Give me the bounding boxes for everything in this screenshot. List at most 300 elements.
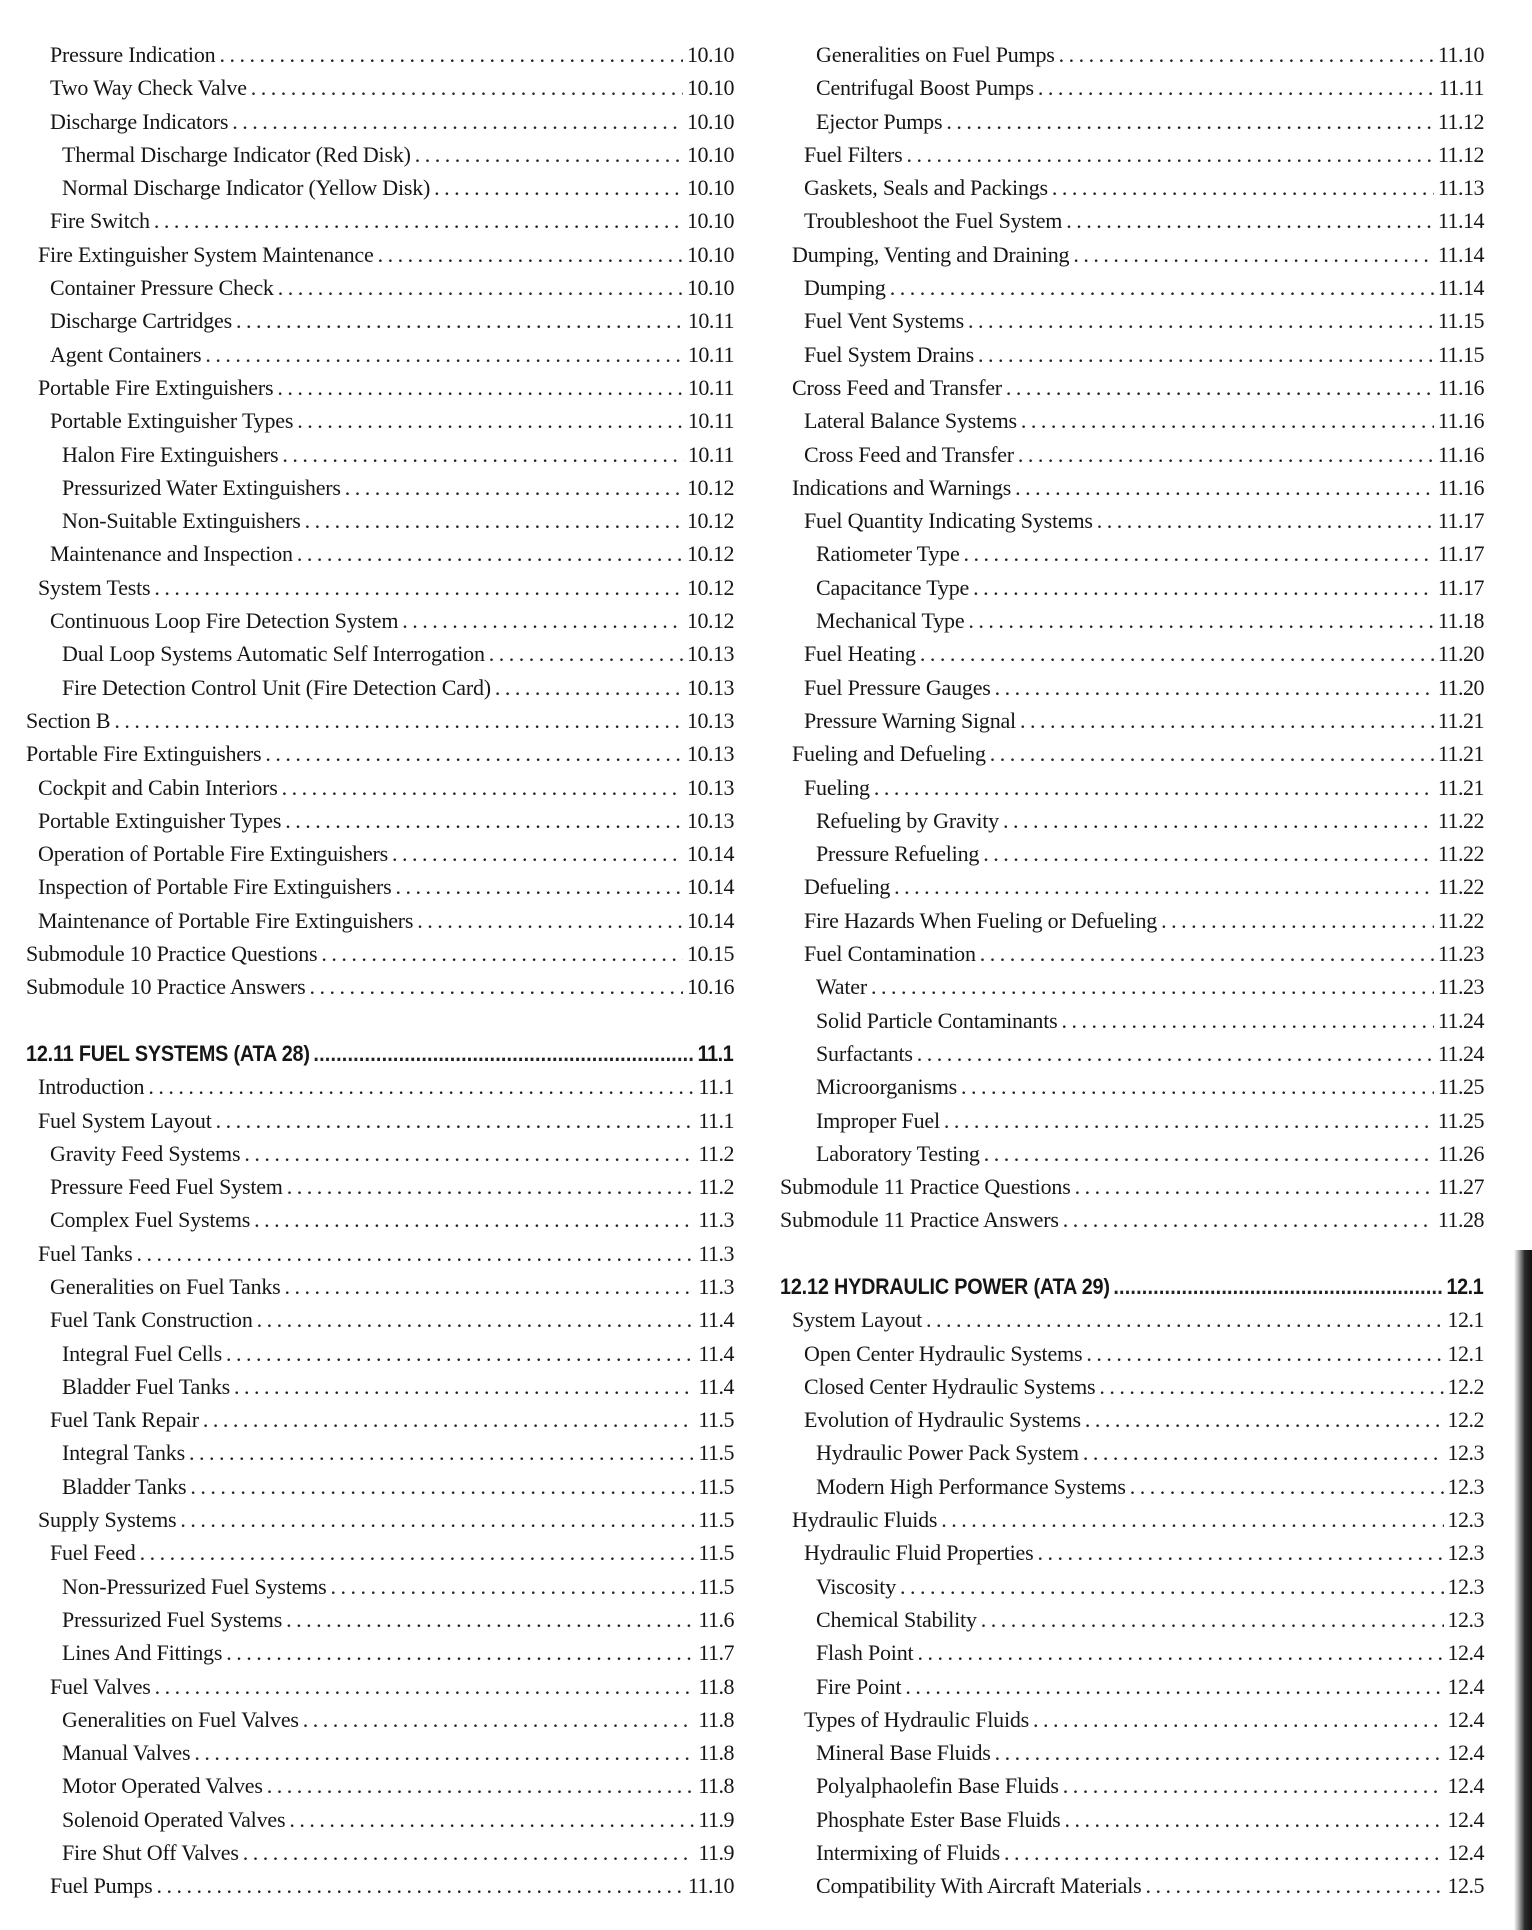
toc-entry bbox=[26, 1836, 734, 1869]
toc-entry bbox=[780, 1603, 1484, 1636]
toc-entry-title: Pressure Warning Signal bbox=[804, 707, 1016, 733]
toc-entry bbox=[26, 1370, 734, 1403]
dot-leader bbox=[155, 1670, 695, 1703]
toc-entry bbox=[26, 1769, 734, 1802]
toc-entry-title: Fire Shut Off Valves bbox=[62, 1840, 239, 1866]
toc-page-number: 10.14 bbox=[687, 841, 734, 867]
toc-page-number: 11.5 bbox=[698, 1507, 734, 1533]
toc-page-number: 12.4 bbox=[1447, 1706, 1484, 1732]
toc-entry-title: Submodule 11 Practice Answers bbox=[780, 1207, 1059, 1233]
page-binding-edge bbox=[1514, 1250, 1532, 1930]
dot-leader bbox=[243, 1836, 695, 1869]
toc-entry bbox=[780, 970, 1484, 1003]
toc-entry-title: Solid Particle Contaminants bbox=[816, 1007, 1058, 1033]
toc-entry-title: Normal Discharge Indicator (Yellow Disk) bbox=[62, 175, 431, 201]
dot-leader bbox=[305, 504, 683, 537]
toc-page-number: 11.22 bbox=[1437, 874, 1484, 900]
toc-page-number: 10.12 bbox=[687, 574, 734, 600]
dot-leader bbox=[1015, 471, 1434, 504]
dot-leader bbox=[995, 1736, 1444, 1769]
toc-entry bbox=[26, 937, 734, 970]
toc-page-number: 11.5 bbox=[698, 1540, 734, 1566]
toc-entry-title: 12.11 FUEL SYSTEMS (ATA 28) bbox=[26, 1040, 310, 1066]
toc-entry-title: Thermal Discharge Indicator (Red Disk) bbox=[62, 141, 411, 167]
toc-entry-title: Fuel Vent Systems bbox=[804, 308, 964, 334]
toc-page-number: 10.10 bbox=[687, 175, 734, 201]
toc-entry bbox=[780, 771, 1484, 804]
toc-page-number: 11.14 bbox=[1437, 208, 1484, 234]
toc-page-number: 11.16 bbox=[1437, 441, 1484, 467]
dot-leader bbox=[941, 1503, 1443, 1536]
dot-leader bbox=[282, 771, 683, 804]
toc-entry bbox=[26, 771, 734, 804]
toc-entry-title: Bladder Tanks bbox=[62, 1473, 187, 1499]
toc-page-number: 10.13 bbox=[687, 774, 734, 800]
toc-entry-title: Pressure Feed Fuel System bbox=[50, 1174, 283, 1200]
dot-leader bbox=[285, 1270, 695, 1303]
toc-entry-title: Indications and Warnings bbox=[792, 474, 1012, 500]
toc-entry-title: Ejector Pumps bbox=[816, 108, 943, 134]
toc-entry-title: Fuel System Drains bbox=[804, 341, 974, 367]
dot-leader bbox=[254, 1203, 694, 1236]
toc-page-number: 10.11 bbox=[687, 408, 734, 434]
toc-page-number: 11.15 bbox=[1437, 341, 1484, 367]
toc-entry-title: Solenoid Operated Valves bbox=[62, 1806, 286, 1832]
toc-entry bbox=[780, 471, 1484, 504]
dot-leader bbox=[282, 438, 683, 471]
toc-entry-title: Defueling bbox=[804, 874, 891, 900]
toc-entry-title: Modern High Performance Systems bbox=[816, 1473, 1126, 1499]
dot-leader bbox=[236, 304, 684, 337]
dot-leader bbox=[297, 537, 683, 570]
toc-entry-title: Compatibility With Aircraft Materials bbox=[816, 1873, 1142, 1899]
toc-page-number: 11.22 bbox=[1437, 807, 1484, 833]
toc-page-number: 10.12 bbox=[687, 474, 734, 500]
toc-page-number: 12.3 bbox=[1447, 1440, 1484, 1466]
toc-entry bbox=[26, 804, 734, 837]
toc-entry bbox=[780, 1503, 1484, 1536]
toc-entry bbox=[780, 105, 1484, 138]
dot-leader bbox=[226, 1337, 694, 1370]
dot-leader bbox=[219, 38, 683, 71]
toc-entry-title: Supply Systems bbox=[38, 1507, 177, 1533]
dot-leader bbox=[154, 571, 683, 604]
toc-entry-title: Fire Point bbox=[816, 1673, 902, 1699]
toc-entry-title: Introduction bbox=[38, 1074, 145, 1100]
toc-entry bbox=[26, 38, 734, 71]
toc-page-number: 12.3 bbox=[1447, 1606, 1484, 1632]
dot-leader bbox=[392, 837, 683, 870]
toc-entry-title: Two Way Check Valve bbox=[50, 75, 247, 101]
toc-entry-title: Integral Tanks bbox=[62, 1440, 185, 1466]
toc-entry-title: Generalities on Fuel Tanks bbox=[50, 1273, 281, 1299]
toc-entry-title: Fire Extinguisher System Maintenance bbox=[38, 241, 374, 267]
toc-entry bbox=[26, 904, 734, 937]
toc-entry bbox=[780, 604, 1484, 637]
toc-page-number: 11.20 bbox=[1437, 674, 1484, 700]
dot-leader bbox=[1038, 71, 1435, 104]
dot-leader bbox=[981, 1603, 1444, 1636]
toc-entry-title: Gravity Feed Systems bbox=[50, 1140, 241, 1166]
dot-leader bbox=[1021, 404, 1434, 437]
toc-page-number: 11.17 bbox=[1437, 541, 1484, 567]
dot-leader bbox=[278, 271, 683, 304]
toc-entry-title: Dual Loop Systems Automatic Self Interrogation bbox=[62, 641, 485, 667]
toc-entry bbox=[26, 504, 734, 537]
toc-entry bbox=[26, 1337, 734, 1370]
toc-section-heading bbox=[780, 1270, 1483, 1303]
toc-page-number: 10.15 bbox=[687, 941, 734, 967]
toc-page-number: 11.5 bbox=[698, 1407, 734, 1433]
toc-page-number: 11.3 bbox=[698, 1240, 734, 1266]
toc-page-number: 11.7 bbox=[698, 1640, 734, 1666]
dot-leader bbox=[1052, 171, 1434, 204]
dot-leader bbox=[980, 937, 1434, 970]
toc-entry bbox=[780, 1836, 1484, 1869]
toc-entry bbox=[780, 1636, 1484, 1669]
toc-entry-title: Manual Valves bbox=[62, 1740, 191, 1766]
toc-page-number: 11.22 bbox=[1437, 841, 1484, 867]
toc-page-number: 11.16 bbox=[1437, 374, 1484, 400]
toc-entry bbox=[26, 837, 734, 870]
toc-entry-title: Improper Fuel bbox=[816, 1107, 940, 1133]
toc-entry-title: Fuel Tanks bbox=[38, 1240, 133, 1266]
dot-leader bbox=[890, 271, 1434, 304]
dot-leader bbox=[267, 1769, 695, 1802]
toc-page-number: 11.5 bbox=[698, 1573, 734, 1599]
toc-entry-title: Flash Point bbox=[816, 1640, 914, 1666]
toc-entry bbox=[780, 1869, 1484, 1902]
toc-entry-title: Fuel Quantity Indicating Systems bbox=[804, 508, 1093, 534]
toc-entry bbox=[780, 38, 1484, 71]
toc-page-number: 10.11 bbox=[687, 374, 734, 400]
toc-page-number: 11.14 bbox=[1437, 241, 1484, 267]
toc-entry-title: Hydraulic Fluids bbox=[792, 1507, 938, 1533]
dot-leader bbox=[1146, 1869, 1444, 1902]
dot-leader bbox=[978, 338, 1434, 371]
toc-entry bbox=[26, 1869, 734, 1902]
dot-leader bbox=[489, 637, 683, 670]
toc-entry-title: Motor Operated Valves bbox=[62, 1773, 263, 1799]
dot-leader bbox=[277, 371, 683, 404]
toc-page-number: 11.9 bbox=[698, 1840, 734, 1866]
toc-page-number: 11.21 bbox=[1437, 774, 1484, 800]
toc-entry bbox=[780, 1004, 1484, 1037]
toc-entry-title: Gaskets, Seals and Packings bbox=[804, 175, 1048, 201]
toc-page-number: 10.13 bbox=[687, 641, 734, 667]
toc-entry bbox=[780, 1769, 1484, 1802]
dot-leader bbox=[871, 970, 1434, 1003]
toc-entry bbox=[26, 870, 734, 903]
toc-page-number: 10.12 bbox=[687, 508, 734, 534]
toc-entry-title: System Tests bbox=[38, 574, 151, 600]
toc-page-number: 12.2 bbox=[1447, 1407, 1484, 1433]
toc-entry bbox=[26, 1303, 734, 1336]
toc-entry-title: Non-Pressurized Fuel Systems bbox=[62, 1573, 327, 1599]
toc-entry bbox=[26, 637, 734, 670]
toc-entry-title: Troubleshoot the Fuel System bbox=[804, 208, 1063, 234]
toc-entry bbox=[780, 704, 1484, 737]
toc-entry bbox=[780, 271, 1484, 304]
dot-leader bbox=[345, 471, 683, 504]
toc-entry-title: Lines And Fittings bbox=[62, 1640, 223, 1666]
dot-leader bbox=[905, 1670, 1443, 1703]
toc-page-number: 11.8 bbox=[698, 1673, 734, 1699]
toc-entry bbox=[26, 1603, 734, 1636]
dot-leader bbox=[964, 537, 1434, 570]
toc-page-number: 12.4 bbox=[1447, 1673, 1484, 1699]
toc-page-number: 11.4 bbox=[698, 1373, 734, 1399]
toc-entry-title: Agent Containers bbox=[50, 341, 202, 367]
toc-entry-title: Water bbox=[816, 974, 867, 1000]
toc-entry bbox=[780, 404, 1484, 437]
toc-entry-title: System Layout bbox=[792, 1307, 923, 1333]
toc-entry bbox=[780, 870, 1484, 903]
dot-leader bbox=[331, 1570, 695, 1603]
dot-leader bbox=[990, 737, 1434, 770]
dot-leader bbox=[1065, 1803, 1444, 1836]
toc-page-number: 11.12 bbox=[1437, 141, 1484, 167]
toc-entry bbox=[780, 1403, 1484, 1436]
dot-leader bbox=[244, 1137, 694, 1170]
dot-leader bbox=[257, 1303, 695, 1336]
toc-entry bbox=[26, 537, 734, 570]
toc-page-number: 10.11 bbox=[687, 308, 734, 334]
dot-leader bbox=[968, 604, 1433, 637]
dot-leader bbox=[1099, 1370, 1443, 1403]
toc-entry bbox=[26, 138, 734, 171]
dot-leader bbox=[234, 1370, 694, 1403]
toc-page-number: 10.12 bbox=[687, 608, 734, 634]
dot-leader bbox=[1037, 1536, 1443, 1569]
toc-entry bbox=[780, 1536, 1484, 1569]
dot-leader bbox=[251, 71, 683, 104]
dot-leader bbox=[917, 1636, 1443, 1669]
toc-entry bbox=[780, 71, 1484, 104]
dot-leader bbox=[973, 571, 1434, 604]
dot-leader bbox=[417, 904, 683, 937]
toc-page-number: 11.4 bbox=[698, 1307, 734, 1333]
dot-leader bbox=[944, 1104, 1434, 1137]
toc-page-number: 10.10 bbox=[687, 241, 734, 267]
toc-entry-title: Fuel Filters bbox=[804, 141, 903, 167]
toc-entry-title: Pressurized Fuel Systems bbox=[62, 1606, 283, 1632]
toc-entry bbox=[26, 1470, 734, 1503]
toc-page-number: 11.14 bbox=[1437, 275, 1484, 301]
toc-entry-title: Phosphate Ester Base Fluids bbox=[816, 1806, 1061, 1832]
dot-leader bbox=[1085, 1403, 1444, 1436]
toc-page-number: 10.10 bbox=[687, 141, 734, 167]
toc-entry bbox=[26, 1803, 734, 1836]
toc-entry bbox=[26, 1503, 734, 1536]
toc-entry bbox=[26, 1570, 734, 1603]
toc-entry-title: Evolution of Hydraulic Systems bbox=[804, 1407, 1081, 1433]
dot-leader bbox=[114, 704, 683, 737]
toc-page-number: 12.1 bbox=[1447, 1307, 1484, 1333]
toc-entry-title: Microorganisms bbox=[816, 1074, 958, 1100]
toc-entry bbox=[780, 338, 1484, 371]
toc-entry-title: Hydraulic Fluid Properties bbox=[804, 1540, 1034, 1566]
dot-leader bbox=[378, 238, 683, 271]
toc-entry bbox=[780, 1303, 1484, 1336]
dot-leader bbox=[396, 870, 683, 903]
toc-entry bbox=[780, 637, 1484, 670]
toc-entry-title: Container Pressure Check bbox=[50, 275, 274, 301]
dot-leader bbox=[140, 1536, 695, 1569]
toc-entry bbox=[780, 904, 1484, 937]
toc-page-number: 11.13 bbox=[1437, 175, 1484, 201]
dot-leader bbox=[1061, 1004, 1433, 1037]
toc-entry-title: Fuel Feed bbox=[50, 1540, 136, 1566]
toc-entry bbox=[780, 1436, 1484, 1469]
dot-leader bbox=[205, 338, 683, 371]
dot-leader bbox=[265, 737, 683, 770]
toc-entry bbox=[780, 1570, 1484, 1603]
dot-leader bbox=[232, 105, 683, 138]
dot-leader bbox=[154, 204, 683, 237]
toc-page-number: 11.16 bbox=[1437, 408, 1484, 434]
toc-entry-title: Generalities on Fuel Valves bbox=[62, 1706, 299, 1732]
toc-page-number: 10.13 bbox=[687, 707, 734, 733]
toc-page-number: 10.12 bbox=[687, 541, 734, 567]
dot-leader bbox=[495, 671, 683, 704]
section-spacer bbox=[26, 1004, 734, 1037]
toc-section-heading bbox=[26, 1037, 733, 1070]
toc-page-number: 10.13 bbox=[687, 674, 734, 700]
dot-leader bbox=[303, 1703, 695, 1736]
toc-entry bbox=[26, 238, 734, 271]
toc-page-number: 11.22 bbox=[1437, 907, 1484, 933]
toc-page-number: 12.4 bbox=[1447, 1806, 1484, 1832]
toc-entry-title: Discharge Cartridges bbox=[50, 308, 232, 334]
toc-page-number: 11.1 bbox=[698, 1107, 734, 1133]
dot-leader bbox=[1075, 1170, 1434, 1203]
toc-entry-title: Closed Center Hydraulic Systems bbox=[804, 1373, 1096, 1399]
dot-leader bbox=[1006, 371, 1434, 404]
toc-page-number: 11.2 bbox=[698, 1174, 734, 1200]
toc-page-number: 12.4 bbox=[1447, 1773, 1484, 1799]
toc-entry bbox=[26, 304, 734, 337]
toc-entry-title: Fuel Contamination bbox=[804, 941, 976, 967]
toc-entry bbox=[26, 1403, 734, 1436]
toc-entry bbox=[780, 1370, 1484, 1403]
toc-entry-title: Intermixing of Fluids bbox=[816, 1840, 1001, 1866]
dot-leader bbox=[961, 1070, 1434, 1103]
toc-entry-title: Polyalphaolefin Base Fluids bbox=[816, 1773, 1059, 1799]
dot-leader bbox=[1161, 904, 1434, 937]
dot-leader bbox=[434, 171, 683, 204]
toc-entry-title: Hydraulic Power Pack System bbox=[816, 1440, 1079, 1466]
toc-page-number: 10.14 bbox=[687, 907, 734, 933]
toc-entry bbox=[26, 171, 734, 204]
toc-entry bbox=[26, 471, 734, 504]
toc-entry-title: Generalities on Fuel Pumps bbox=[816, 42, 1055, 67]
toc-page-number: 11.25 bbox=[1437, 1107, 1484, 1133]
toc-entry-title: Fueling bbox=[804, 774, 870, 800]
toc-page-number: 11.24 bbox=[1437, 1040, 1484, 1066]
toc-entry bbox=[26, 71, 734, 104]
toc-entry bbox=[26, 970, 734, 1003]
toc-page-number: 11.28 bbox=[1437, 1207, 1484, 1233]
toc-entry bbox=[26, 338, 734, 371]
toc-entry bbox=[26, 1703, 734, 1736]
toc-entry-title: Open Center Hydraulic Systems bbox=[804, 1340, 1083, 1366]
toc-entry bbox=[780, 1104, 1484, 1137]
toc-entry bbox=[780, 837, 1484, 870]
toc-entry bbox=[26, 1670, 734, 1703]
dot-leader bbox=[203, 1403, 694, 1436]
dot-leader bbox=[1020, 704, 1434, 737]
dot-leader bbox=[1033, 1703, 1443, 1736]
toc-entry bbox=[26, 737, 734, 770]
dot-leader bbox=[286, 1603, 694, 1636]
toc-entry-title: Submodule 10 Practice Answers bbox=[26, 974, 306, 1000]
toc-entry-title: Submodule 10 Practice Questions bbox=[26, 941, 318, 967]
dot-leader bbox=[917, 1037, 1434, 1070]
toc-entry-title: Pressurized Water Extinguishers bbox=[62, 474, 341, 500]
toc-entry-title: Fuel Tank Construction bbox=[50, 1307, 253, 1333]
dot-leader bbox=[968, 304, 1434, 337]
dot-leader bbox=[1003, 804, 1434, 837]
toc-page-number: 11.23 bbox=[1437, 941, 1484, 967]
toc-page-number: 11.27 bbox=[1437, 1174, 1484, 1200]
toc-page-number: 12.4 bbox=[1447, 1840, 1484, 1866]
dot-leader bbox=[1113, 1270, 1443, 1303]
dot-leader bbox=[946, 105, 1433, 138]
toc-page-number: 11.8 bbox=[698, 1706, 734, 1732]
toc-entry bbox=[780, 204, 1484, 237]
dot-leader bbox=[1066, 204, 1434, 237]
toc-page-number: 12.3 bbox=[1447, 1473, 1484, 1499]
dot-leader bbox=[984, 1137, 1434, 1170]
toc-entry bbox=[26, 1636, 734, 1669]
toc-page-number: 11.20 bbox=[1437, 641, 1484, 667]
dot-leader bbox=[216, 1104, 695, 1137]
toc-entry bbox=[780, 571, 1484, 604]
toc-page-number: 11.3 bbox=[698, 1207, 734, 1233]
toc-entry bbox=[26, 1536, 734, 1569]
toc-entry-title: Centrifugal Boost Pumps bbox=[816, 75, 1034, 101]
toc-entry-title: Fuel System Layout bbox=[38, 1107, 212, 1133]
toc-entry bbox=[26, 571, 734, 604]
toc-page-number: 10.13 bbox=[687, 741, 734, 767]
toc-page-number: 11.5 bbox=[698, 1440, 734, 1466]
toc-entry bbox=[780, 1703, 1484, 1736]
toc-entry bbox=[780, 1203, 1484, 1236]
toc-entry-title: Fuel Pressure Gauges bbox=[804, 674, 991, 700]
toc-page-number: 12.3 bbox=[1447, 1507, 1484, 1533]
toc-entry-title: Ratiometer Type bbox=[816, 541, 960, 567]
dot-leader bbox=[874, 771, 1434, 804]
toc-entry bbox=[26, 1736, 734, 1769]
toc-page-number: 11.25 bbox=[1437, 1074, 1484, 1100]
toc-entry bbox=[780, 504, 1484, 537]
toc-page-number: 11.8 bbox=[698, 1740, 734, 1766]
toc-entry bbox=[780, 1037, 1484, 1070]
dot-leader bbox=[415, 138, 683, 171]
toc-entry-title: Viscosity bbox=[816, 1573, 896, 1599]
toc-page-number: 11.15 bbox=[1437, 308, 1484, 334]
toc-page-number: 11.11 bbox=[1438, 75, 1484, 101]
toc-entry-title: Surfactants bbox=[816, 1040, 913, 1066]
toc-entry bbox=[26, 438, 734, 471]
toc-page-number: 11.17 bbox=[1437, 574, 1484, 600]
toc-entry-title: Fuel Valves bbox=[50, 1673, 151, 1699]
toc-entry-title: Fuel Heating bbox=[804, 641, 916, 667]
toc-entry-title: Fire Hazards When Fueling or Defueling bbox=[804, 907, 1158, 933]
toc-page-number: 11.26 bbox=[1437, 1140, 1484, 1166]
dot-leader bbox=[287, 1170, 695, 1203]
